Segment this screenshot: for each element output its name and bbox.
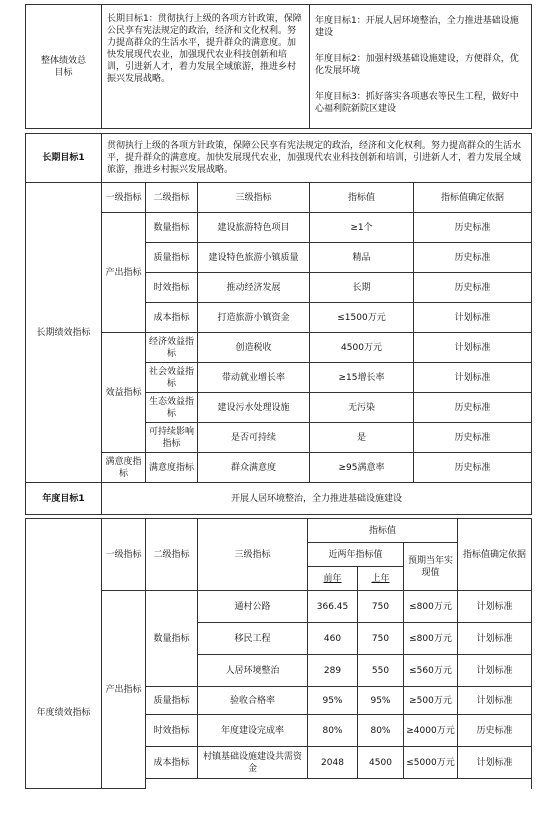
header-recent: 近两年指标值 (308, 543, 404, 567)
header-level1: 一级指标 (102, 519, 146, 591)
level3-cell: 带动就业增长率 (198, 363, 310, 393)
header-level3: 三级指标 (198, 519, 308, 591)
basis-cell: 历史标准 (414, 243, 532, 273)
expected-cell: ≤800万元 (404, 623, 458, 655)
header-level1: 一级指标 (102, 183, 146, 213)
value-cell: 4500万元 (310, 333, 414, 363)
header-basis: 指标值确定依据 (458, 519, 532, 591)
value-cell: 无污染 (310, 393, 414, 423)
level3-cell: 通村公路 (198, 591, 308, 623)
level1-benefit: 效益指标 (102, 333, 146, 453)
header-value: 指标值 (308, 519, 458, 543)
value-cell: 长期 (310, 273, 414, 303)
value-cell: 是 (310, 423, 414, 453)
expected-cell: ≥4000万元 (404, 715, 458, 747)
level3-cell: 创造税收 (198, 333, 310, 363)
basis-cell: 计划标准 (458, 655, 532, 687)
basis-cell: 计划标准 (458, 623, 532, 655)
prev-cell: 366.45 (308, 591, 358, 623)
basis-cell: 历史标准 (414, 213, 532, 243)
prev-cell: 2048 (308, 747, 358, 779)
basis-cell: 计划标准 (458, 687, 532, 715)
header-level2: 二级指标 (146, 519, 198, 591)
level2-cell: 生态效益指标 (146, 393, 198, 423)
value-cell: ≥95满意率 (310, 453, 414, 483)
level2-cell: 数量指标 (146, 591, 198, 687)
level2-cell: 社会效益指标 (146, 363, 198, 393)
level3-cell: 移民工程 (198, 623, 308, 655)
overall-goal-label: 整体绩效总目标 (26, 5, 102, 129)
level2-cell: 可持续影响指标 (146, 423, 198, 453)
level1-output: 产出指标 (102, 591, 146, 789)
header-level2: 二级指标 (146, 183, 198, 213)
level2-cell: 质量指标 (146, 243, 198, 273)
last-cell: 750 (358, 623, 404, 655)
annual-goal-item: 年度目标3：抓好落实各项惠农等民生工程，做好中心福利院新院区建设 (315, 92, 519, 114)
annual-goal-item: 年度目标1：开展人居环境整治，全力推进基础设施建设 (315, 16, 519, 38)
level2-cell: 成本指标 (146, 747, 198, 779)
level2-cell: 时效指标 (146, 715, 198, 747)
value-cell: ≥15增长率 (310, 363, 414, 393)
basis-cell: 历史标准 (414, 453, 532, 483)
level2-cell: 满意度指标 (146, 453, 198, 483)
overall-long-term-text: 长期目标1：贯彻执行上级的各项方针政策，保障公民享有宪法规定的政治，经济和文化权利。努力提高群众的生活水平，提升群众的满意度。加快发展现代农业，加强现代农业科技创新和培训，引进新人才，着力发展全域旅游，推进乡村振兴发展战略。 (102, 5, 310, 129)
level2-cell: 时效指标 (146, 273, 198, 303)
long-term-label: 长期目标1 (26, 134, 102, 183)
level3-cell: 人居环境整治 (198, 655, 308, 687)
level3-cell: 群众满意度 (198, 453, 310, 483)
long-term-section-label: 长期绩效指标 (26, 183, 102, 483)
last-cell: 750 (358, 591, 404, 623)
level2-cell: 经济效益指标 (146, 333, 198, 363)
level3-cell: 年度建设完成率 (198, 715, 308, 747)
annual-section-label: 年度绩效指标 (26, 519, 102, 789)
annual-goal-label: 年度目标1 (26, 483, 102, 515)
header-last-year: 上年 (358, 567, 404, 591)
value-cell: ≤1500万元 (310, 303, 414, 333)
basis-cell: 历史标准 (414, 393, 532, 423)
expected-cell: ≤800万元 (404, 591, 458, 623)
header-level3: 三级指标 (198, 183, 310, 213)
level2-cell: 数量指标 (146, 213, 198, 243)
basis-cell: 计划标准 (458, 591, 532, 623)
header-value: 指标值 (310, 183, 414, 213)
overall-annual-goals (310, 5, 532, 129)
last-cell: 4500 (358, 747, 404, 779)
level1-satisfaction: 满意度指标 (102, 453, 146, 483)
level1-output: 产出指标 (102, 213, 146, 333)
expected-cell: ≥500万元 (404, 687, 458, 715)
prev-cell: 95% (308, 687, 358, 715)
overall-goal-table (25, 4, 532, 129)
expected-cell: ≤5000万元 (404, 747, 458, 779)
basis-cell: 历史标准 (458, 715, 532, 747)
basis-cell: 计划标准 (414, 333, 532, 363)
annual-indicator-table (25, 518, 532, 789)
basis-cell: 计划标准 (414, 303, 532, 333)
annual-goal-item: 年度目标2：加强村级基础设施建设，方便群众，优化发展环境 (315, 54, 519, 76)
basis-cell: 历史标准 (414, 273, 532, 303)
level3-cell: 打造旅游小镇资金 (198, 303, 310, 333)
level2-cell: 成本指标 (146, 303, 198, 333)
basis-cell: 计划标准 (458, 747, 532, 779)
level3-cell: 是否可持续 (198, 423, 310, 453)
header-basis: 指标值确定依据 (414, 183, 532, 213)
last-cell: 80% (358, 715, 404, 747)
expected-cell: ≤560万元 (404, 655, 458, 687)
header-expected: 预期当年实现值 (404, 543, 458, 591)
value-cell: ≥1个 (310, 213, 414, 243)
value-cell: 精品 (310, 243, 414, 273)
level2-cell: 质量指标 (146, 687, 198, 715)
annual-goal-text: 开展人居环境整治，全力推进基础设施建设 (102, 483, 532, 515)
performance-goal-document (25, 4, 531, 789)
level3-cell: 村镇基础设施建设共需资金 (198, 747, 308, 779)
level3-cell: 建设特色旅游小镇质量 (198, 243, 310, 273)
last-cell: 550 (358, 655, 404, 687)
basis-cell: 计划标准 (414, 363, 532, 393)
long-term-text: 贯彻执行上级的各项方针政策，保障公民享有宪法规定的政治，经济和文化权利。努力提高群众的生活水平，提升群众的满意度。加快发展现代农业，加强现代农业科技创新和培训，引进新人才，着力发展全域旅游，推进乡村振兴发展战略。 (102, 134, 532, 183)
level3-cell: 建设污水处理设施 (198, 393, 310, 423)
prev-cell: 289 (308, 655, 358, 687)
basis-cell: 历史标准 (414, 423, 532, 453)
level3-cell: 推动经济发展 (198, 273, 310, 303)
level3-cell: 建设旅游特色项目 (198, 213, 310, 243)
prev-cell: 460 (308, 623, 358, 655)
last-cell: 95% (358, 687, 404, 715)
level3-cell: 验收合格率 (198, 687, 308, 715)
table-continuation (146, 779, 532, 789)
long-term-table (25, 133, 532, 515)
header-prev-year: 前年 (308, 567, 358, 591)
prev-cell: 80% (308, 715, 358, 747)
